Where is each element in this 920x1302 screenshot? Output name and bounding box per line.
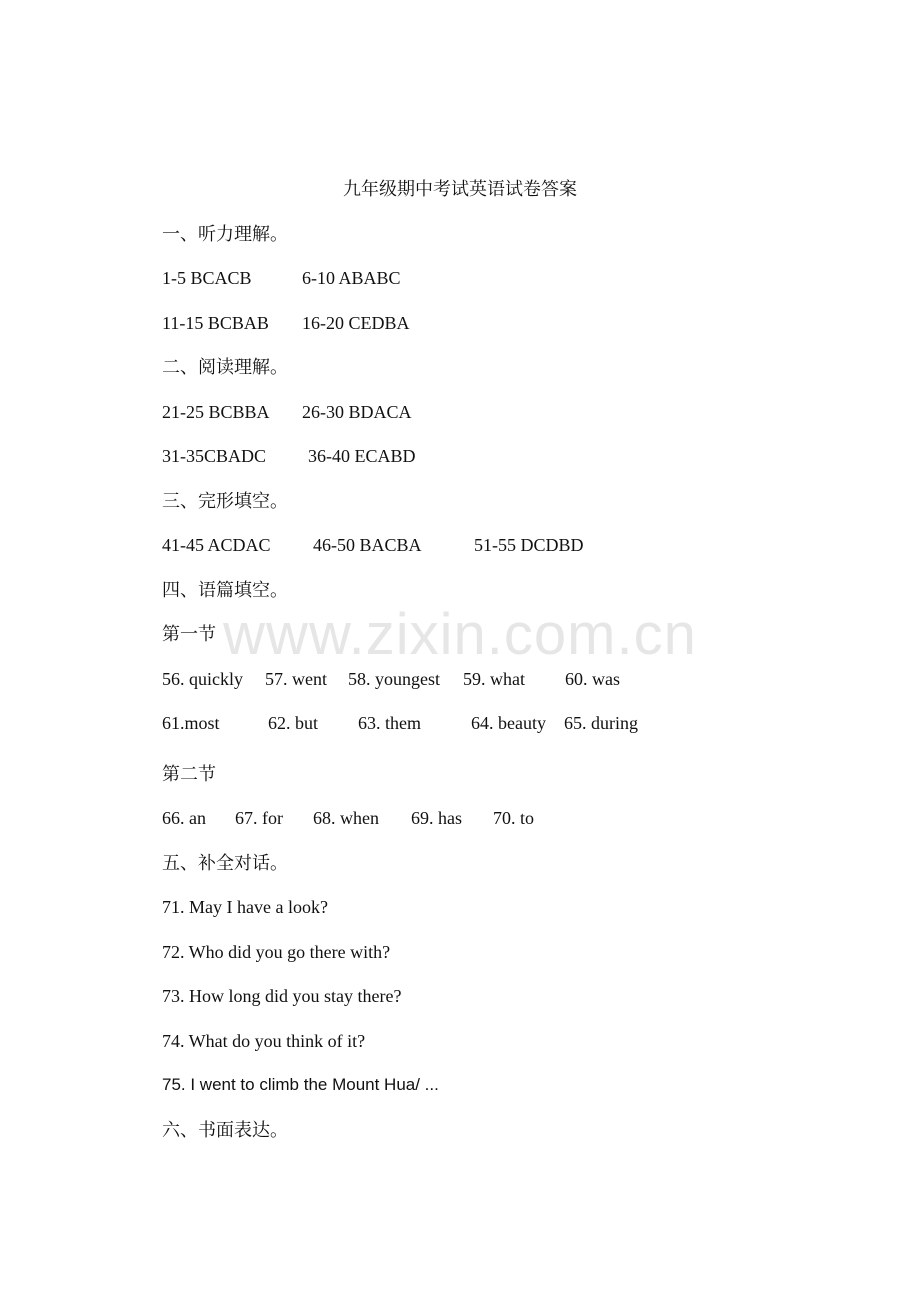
answer-group: 11-15 BCBAB (162, 313, 269, 333)
dialogue-answer: 74. What do you think of it? (162, 1031, 366, 1051)
answer-group: 41-45 ACDAC (162, 535, 271, 555)
watermark: www.zixin.com.cn (223, 602, 697, 667)
answer-item: 59. what (463, 669, 525, 689)
answer-item: 65. during (564, 713, 638, 733)
section-heading-listening: 一、听力理解。 (162, 224, 288, 244)
answer-item: 57. went (265, 669, 327, 689)
answer-item: 69. has (411, 808, 462, 828)
section-heading-writing: 六、书面表达。 (162, 1120, 288, 1140)
answer-item: 62. but (268, 713, 319, 733)
dialogue-answer: 73. How long did you stay there? (162, 986, 402, 1006)
dialogue-answer: 75. I went to climb the Mount Hua/ ... (162, 1075, 439, 1094)
answer-group: 6-10 ABABC (302, 268, 401, 288)
answer-item: 60. was (565, 669, 620, 689)
section-heading-passage-fill: 四、语篇填空。 (162, 580, 288, 600)
page-title: 九年级期中考试英语试卷答案 (343, 179, 577, 199)
subsection-heading-part2: 第二节 (162, 764, 216, 784)
section-heading-reading: 二、阅读理解。 (162, 357, 288, 377)
answer-item: 64. beauty (471, 713, 546, 733)
answer-item: 70. to (493, 808, 535, 828)
answer-group: 36-40 ECABD (308, 446, 416, 466)
answer-item: 61.most (162, 713, 220, 733)
answer-item: 68. when (313, 808, 379, 828)
answer-group: 26-30 BDACA (302, 402, 412, 422)
answer-item: 58. youngest (348, 669, 440, 689)
answer-group: 1-5 BCACB (162, 268, 252, 288)
answer-item: 56. quickly (162, 669, 243, 689)
answer-group: 16-20 CEDBA (302, 313, 410, 333)
answer-group: 51-55 DCDBD (474, 535, 584, 555)
answer-item: 66. an (162, 808, 206, 828)
answer-item: 67. for (235, 808, 283, 828)
subsection-heading-part1: 第一节 (162, 624, 216, 644)
dialogue-answer: 71. May I have a look? (162, 897, 328, 917)
answer-group: 31-35CBADC (162, 446, 267, 466)
answer-item: 63. them (358, 713, 421, 733)
dialogue-answer: 72. Who did you go there with? (162, 942, 391, 962)
answer-group: 46-50 BACBA (313, 535, 422, 555)
section-heading-cloze: 三、完形填空。 (162, 491, 288, 511)
answer-group: 21-25 BCBBA (162, 402, 270, 422)
section-heading-dialogue: 五、补全对话。 (162, 853, 288, 873)
